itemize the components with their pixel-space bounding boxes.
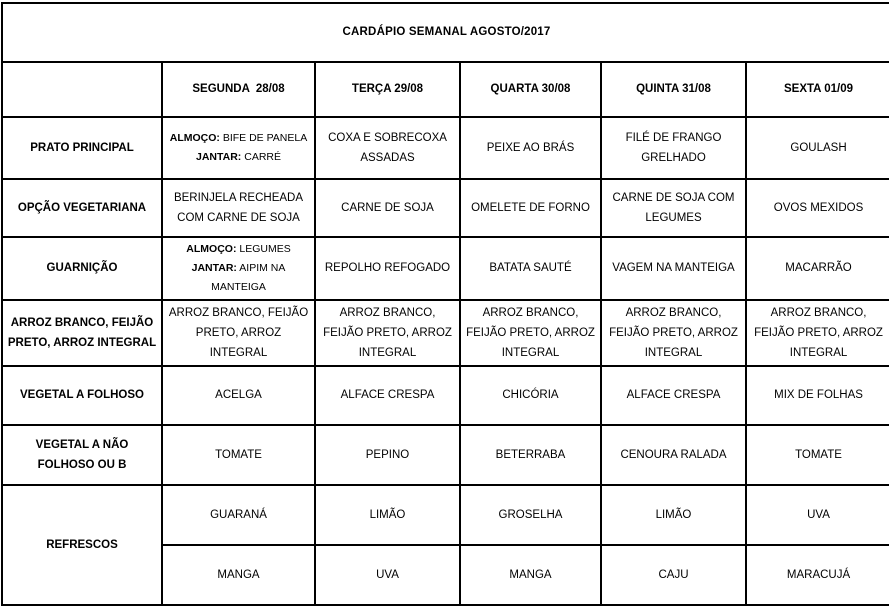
menu-cell: LIMÃO [601,485,746,545]
menu-cell: CARNE DE SOJA [315,179,460,237]
row-label: VEGETAL A NÃO FOLHOSO OU B [2,425,162,485]
day-header-2: TERÇA 29/08 [315,62,460,117]
menu-cell: VAGEM NA MANTEIGA [601,237,746,300]
menu-cell: TOMATE [746,425,889,485]
menu-cell: MACARRÃO [746,237,889,300]
menu-cell: MIX DE FOLHAS [746,366,889,425]
day-header-3: QUARTA 30/08 [460,62,601,117]
menu-cell: BATATA SAUTÉ [460,237,601,300]
table-row [2,179,889,237]
menu-cell: CENOURA RALADA [601,425,746,485]
row-label: OPÇÃO VEGETARIANA [2,179,162,237]
table-row [2,485,889,545]
day-header-4: QUINTA 31/08 [601,62,746,117]
menu-cell: ARROZ BRANCO, FEIJÃO PRETO, ARROZ INTEGRAL [460,300,601,366]
table-row [2,237,889,300]
menu-cell: ARROZ BRANCO, FEIJÃO PRETO, ARROZ INTEGRAL [746,300,889,366]
menu-cell: GROSELHA [460,485,601,545]
menu-cell: ARROZ BRANCO, FEIJÃO PRETO, ARROZ INTEGRAL [162,300,315,366]
menu-cell: OMELETE DE FORNO [460,179,601,237]
menu-cell: GUARANÁ [162,485,315,545]
table-row [2,425,889,485]
menu-cell: TOMATE [162,425,315,485]
menu-cell: CARNE DE SOJA COM LEGUMES [601,179,746,237]
weekly-menu-table [1,2,889,606]
menu-cell: PEPINO [315,425,460,485]
menu-cell: ACELGA [162,366,315,425]
title-row [2,3,889,62]
corner-cell [2,62,162,117]
menu-cell: FILÉ DE FRANGO GRELHADO [601,117,746,179]
menu-cell: UVA [315,545,460,605]
table-row [2,300,889,366]
menu-cell: BERINJELA RECHEADA COM CARNE DE SOJA [162,179,315,237]
menu-cell: LIMÃO [315,485,460,545]
menu-cell: UVA [746,485,889,545]
menu-cell: BETERRABA [460,425,601,485]
table-row [2,366,889,425]
menu-cell: MARACUJÁ [746,545,889,605]
day-header-5: SEXTA 01/09 [746,62,889,117]
table-row [2,117,889,179]
page-title: CARDÁPIO SEMANAL AGOSTO/2017 [2,3,889,62]
menu-cell: PEIXE AO BRÁS [460,117,601,179]
menu-cell: ALMOÇO: BIFE DE PANELA JANTAR: CARRÉ [162,117,315,179]
menu-cell: ALMOÇO: LEGUMES JANTAR: AIPIM NA MANTEIGA [162,237,315,300]
menu-cell: MANGA [460,545,601,605]
menu-cell: ARROZ BRANCO, FEIJÃO PRETO, ARROZ INTEGRAL [601,300,746,366]
menu-cell: GOULASH [746,117,889,179]
day-header-row [2,62,889,117]
menu-cell: COXA E SOBRECOXA ASSADAS [315,117,460,179]
menu-cell: OVOS MEXIDOS [746,179,889,237]
row-label: PRATO PRINCIPAL [2,117,162,179]
menu-cell: CHICÓRIA [460,366,601,425]
menu-cell: CAJU [601,545,746,605]
menu-cell: ALFACE CRESPA [315,366,460,425]
row-label: ARROZ BRANCO, FEIJÃO PRETO, ARROZ INTEGRAL [2,300,162,366]
row-label: REFRESCOS [2,485,162,605]
day-header-1: SEGUNDA 28/08 [162,62,315,117]
row-label: VEGETAL A FOLHOSO [2,366,162,425]
menu-cell: MANGA [162,545,315,605]
menu-cell: ARROZ BRANCO, FEIJÃO PRETO, ARROZ INTEGRAL [315,300,460,366]
menu-cell: REPOLHO REFOGADO [315,237,460,300]
menu-cell: ALFACE CRESPA [601,366,746,425]
row-label: GUARNIÇÃO [2,237,162,300]
